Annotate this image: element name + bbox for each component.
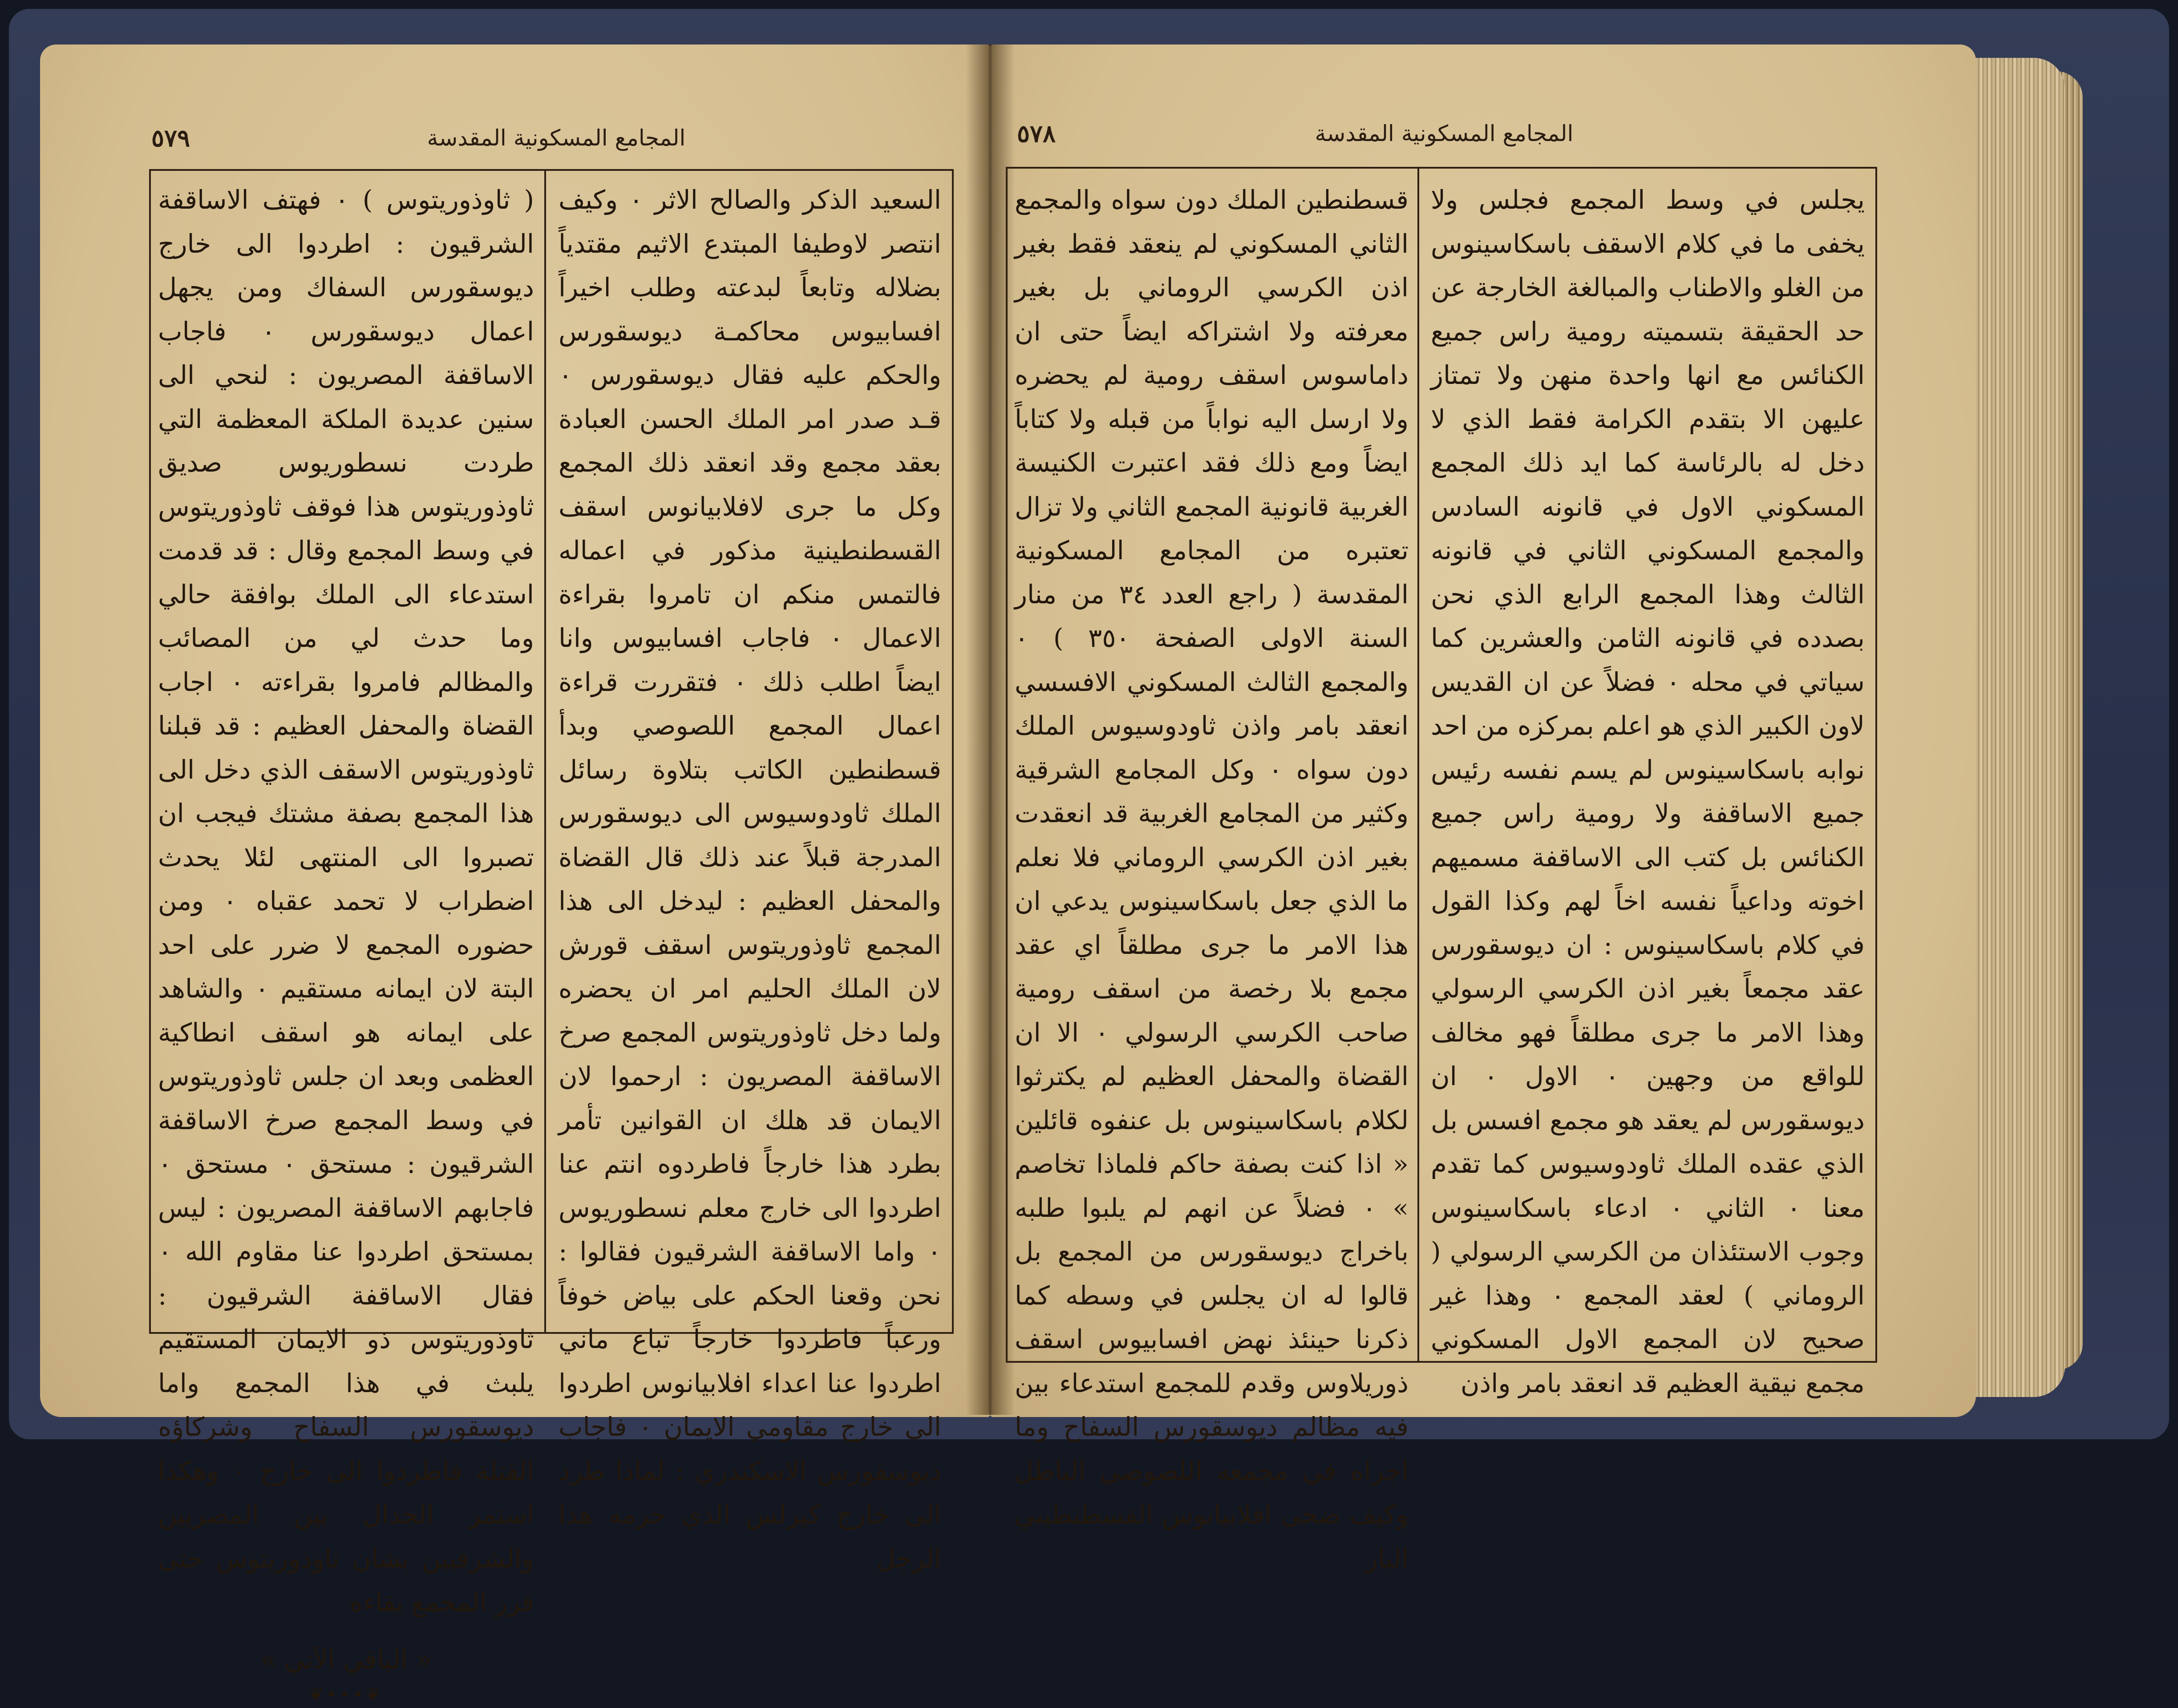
right-page-column-divider bbox=[1417, 167, 1419, 1361]
right-page-column-right bbox=[1431, 178, 1865, 1398]
left-page-column-left-text: ( ثاوذوريتوس ) ٠ فهتف الاساقفة الشرقيون : اطردوا الى خارج ديوسقورس السفاك ومن يجهل اعمال ديوسقورس ٠ فاجاب الاساقفة المصريون : لنحي الى سنين عديدة الملكة المعظمة التي طردت نسطوريوس صديق ثاوذوريتوس هذا فوقف ثاوذوريتوس في وسط المجمع وقال : قد قدمت استدعاء الى الملك بوافقة حالي وما حدث لي من المصائب والمظالم فامروا بقراءته ٠ اجاب القضاة والمحفل العظيم : قد قبلنا ثاوذوريتوس الاسقف الذي دخل الى هذا المجمع بصفة مشتك فيجب ان تصبروا الى المنتهى لئلا يحدث اضطراب لا تحمد عقباه ٠ ومن حضوره المجمع لا ضرر على احد البتة لان ايمانه مستقيم ٠ والشاهد على ايمانه هو اسقف انطاكية العظمى وبعد ان جلس ثاوذوريتوس في وسط المجمع صرخ الاساقفة الشرقيون : مستحق ٠ مستحق ٠ فاجابهم الاساقفة المصريون : ليس بمستحق اطردوا عنا مقاوم الله ٠ فقال الاساقفة الشرقيون : ثاوذوريتوس ذو الايمان المستقيم يلبث في هذا المجمع واما ديوسقورس السفاح وشركاؤه القتلة فاطردوا الى خارج ٠ وهكذا استمر الجدال بين المصريين والشرقيين بشان ثاوذوريتوس حتى قرر المجمع بقاءه bbox=[158, 185, 534, 1617]
left-page bbox=[40, 44, 990, 1705]
end-ornament: ❦•••❦ bbox=[308, 1684, 384, 1705]
right-page-running-title: المجامع المسكونية المقدسة bbox=[1315, 121, 1574, 146]
left-page-column-right bbox=[559, 178, 942, 1574]
right-page-column-left bbox=[1015, 178, 1409, 1574]
right-page bbox=[990, 44, 1976, 1574]
left-page-column-right-text: السعيد الذكر والصالح الاثر ٠ وكيف انتصر لاوطيفا المبتدع الاثيم مقتدياً بضلاله وتابعاً لبدعته وطلب اخيراً افسابيوس محاكمـة ديوسقورس والحكم عليه فقال ديوسقورس ٠ قـد صدر امر الملك الحسن العبادة بعقد مجمع وقد انعقد ذلك المجمع وكل ما جرى لافلابيانوس اسقف القسطنطينية مذكور في اعماله فالتمس منكم ان تامروا بقراءة الاعمال ٠ فاجاب افسابيوس وانا ايضاً اطلب ذلك ٠ فتقررت قراءة اعمال المجمع اللصوصي وبدأ قسطنطين الكاتب بتلاوة رسائل الملك ثاودوسيوس الى ديوسقورس المدرجة قبلاً عند ذلك قال القضاة والمحفل العظيم : ليدخل الى هذا المجمع ثاوذوريتوس اسقف قورش لان الملك الحليم امر ان يحضره ولما دخل ثاوذوريتوس المجمع صرخ الاساقفة المصريون : ارحموا لان الايمان قد هلك ان القوانين تأمر بطرد هذا خارجاً فاطردوه انتم عنا اطردوا الى خارج معلم نسطوريوس ٠ واما الاساقفة الشرقيون فقالوا : نحن وقعنا الحكم على بياض خوفاً ورعباً فاطردوا خارجاً تباع ماني اطردوا عنا اعداء افلابيانوس اطردوا الى خارج مقاومي الايمان ٠ فاجاب ديوسقورس الاسكندري : لماذا طرد الى خارج كيرلس الذي حرمه هذا الرجل bbox=[559, 185, 942, 1574]
right-page-number: ٥٧٨ bbox=[1017, 119, 1056, 148]
left-page-column-divider bbox=[544, 169, 546, 1332]
page-edges bbox=[1967, 58, 2065, 1397]
left-page-running-title: المجامع المسكونية المقدسة bbox=[427, 125, 686, 151]
right-page-column-right-text: يجلس في وسط المجمع فجلس ولا يخفى ما في كلام الاسقف باسكاسينوس من الغلو والاطناب والمبالغة الخارجة عن حد الحقيقة بتسميته رومية راس جميع الكنائس مع انها واحدة منهن ولا تمتاز عليهن الا بتقدم الكرامة فقط الذي لا دخل له بالرئاسة كما ايد ذلك المجمع المسكوني الاول في قانونه السادس والمجمع المسكوني الثاني في قانونه الثالث وهذا المجمع الرابع الذي نحن بصدده في قانونه الثامن والعشرين كما سياتي في محله ٠ فضلاً عن ان القديس لاون الكبير الذي هو اعلم بمركزه من احد نوابه باسكاسينوس لم يسم نفسه رئيس جميع الاساقفة ولا رومية راس جميع الكنائس بل كتب الى الاساقفة مسميهم اخوته وداعياً نفسه اخاً لهم وكذا القول في كلام باسكاسينوس : ان ديوسقورس عقد مجمعاً بغير اذن الكرسي الرسولي وهذا الامر ما جرى مطلقاً فهو مخالف للواقع من وجهين ٠ الاول ٠ ان ديوسقورس لم يعقد هو مجمع افسس بل الذي عقده الملك ثاودوسيوس كما تقدم معنا ٠ الثاني ٠ ادعاء باسكاسينوس وجوب الاستئذان من الكرسي الرسولي ( الروماني ) لعقد المجمع ٠ وهذا غير صحيح لان المجمع الاول المسكوني مجمع نيقية العظيم قد انعقد بامر واذن bbox=[1431, 185, 1865, 1398]
left-page-number: ٥٧٩ bbox=[151, 124, 190, 152]
continuation-note: « الباقي الآتي » bbox=[260, 1644, 432, 1675]
right-page-header bbox=[1017, 107, 1871, 160]
left-page-column-left bbox=[158, 178, 534, 1705]
right-page-column-left-text: قسطنطين الملك دون سواه والمجمع الثاني المسكوني لم ينعقد فقط بغير اذن الكرسي الروماني بل بغير معرفته ولا اشتراكه ايضاً حتى ان داماسوس اسقف رومية لم يحضره ولا ارسل اليه نواباً من قبله ولا كتاباً ايضاً ومع ذلك فقد اعتبرت الكنيسة الغربية قانونية المجمع الثاني ولا تزال تعتبره من المجامع المسكونية المقدسة ( راجع العدد ٣٤ من منار السنة الاولى الصفحة ٣٥٠ ) ٠ والمجمع الثالث المسكوني الافسسي انعقد بامر واذن ثاودوسيوس الملك دون سواه ٠ وكل المجامع الشرقية وكثير من المجامع الغربية قد انعقدت بغير اذن الكرسي الروماني فلا نعلم ما الذي جعل باسكاسينوس يدعي ان هذا الامر ما جرى مطلقاً اي عقد مجمع بلا رخصة من اسقف رومية صاحب الكرسي الرسولي ٠ الا ان القضاة والمحفل العظيم لم يكترثوا لكلام باسكاسينوس بل عنفوه قائلين « اذا كنت بصفة حاكم فلماذا تخاصم » ٠ فضلاً عن انهم لم يلبوا طلبه باخراج ديوسقورس من المجمع بل قالوا له ان يجلس في وسطه كما ذكرنا حينئذ نهض افسابيوس اسقف ذوريلاوس وقدم للمجمع استدعاء بين فيه مظالم ديوسقورس السفاح وما اجراه في مجمعه اللصوصي الباطل وكيف ضحى افلابيانوس القسطنطيني البار bbox=[1015, 185, 1409, 1574]
book-gutter bbox=[966, 44, 1015, 1415]
left-page-header bbox=[151, 111, 961, 165]
